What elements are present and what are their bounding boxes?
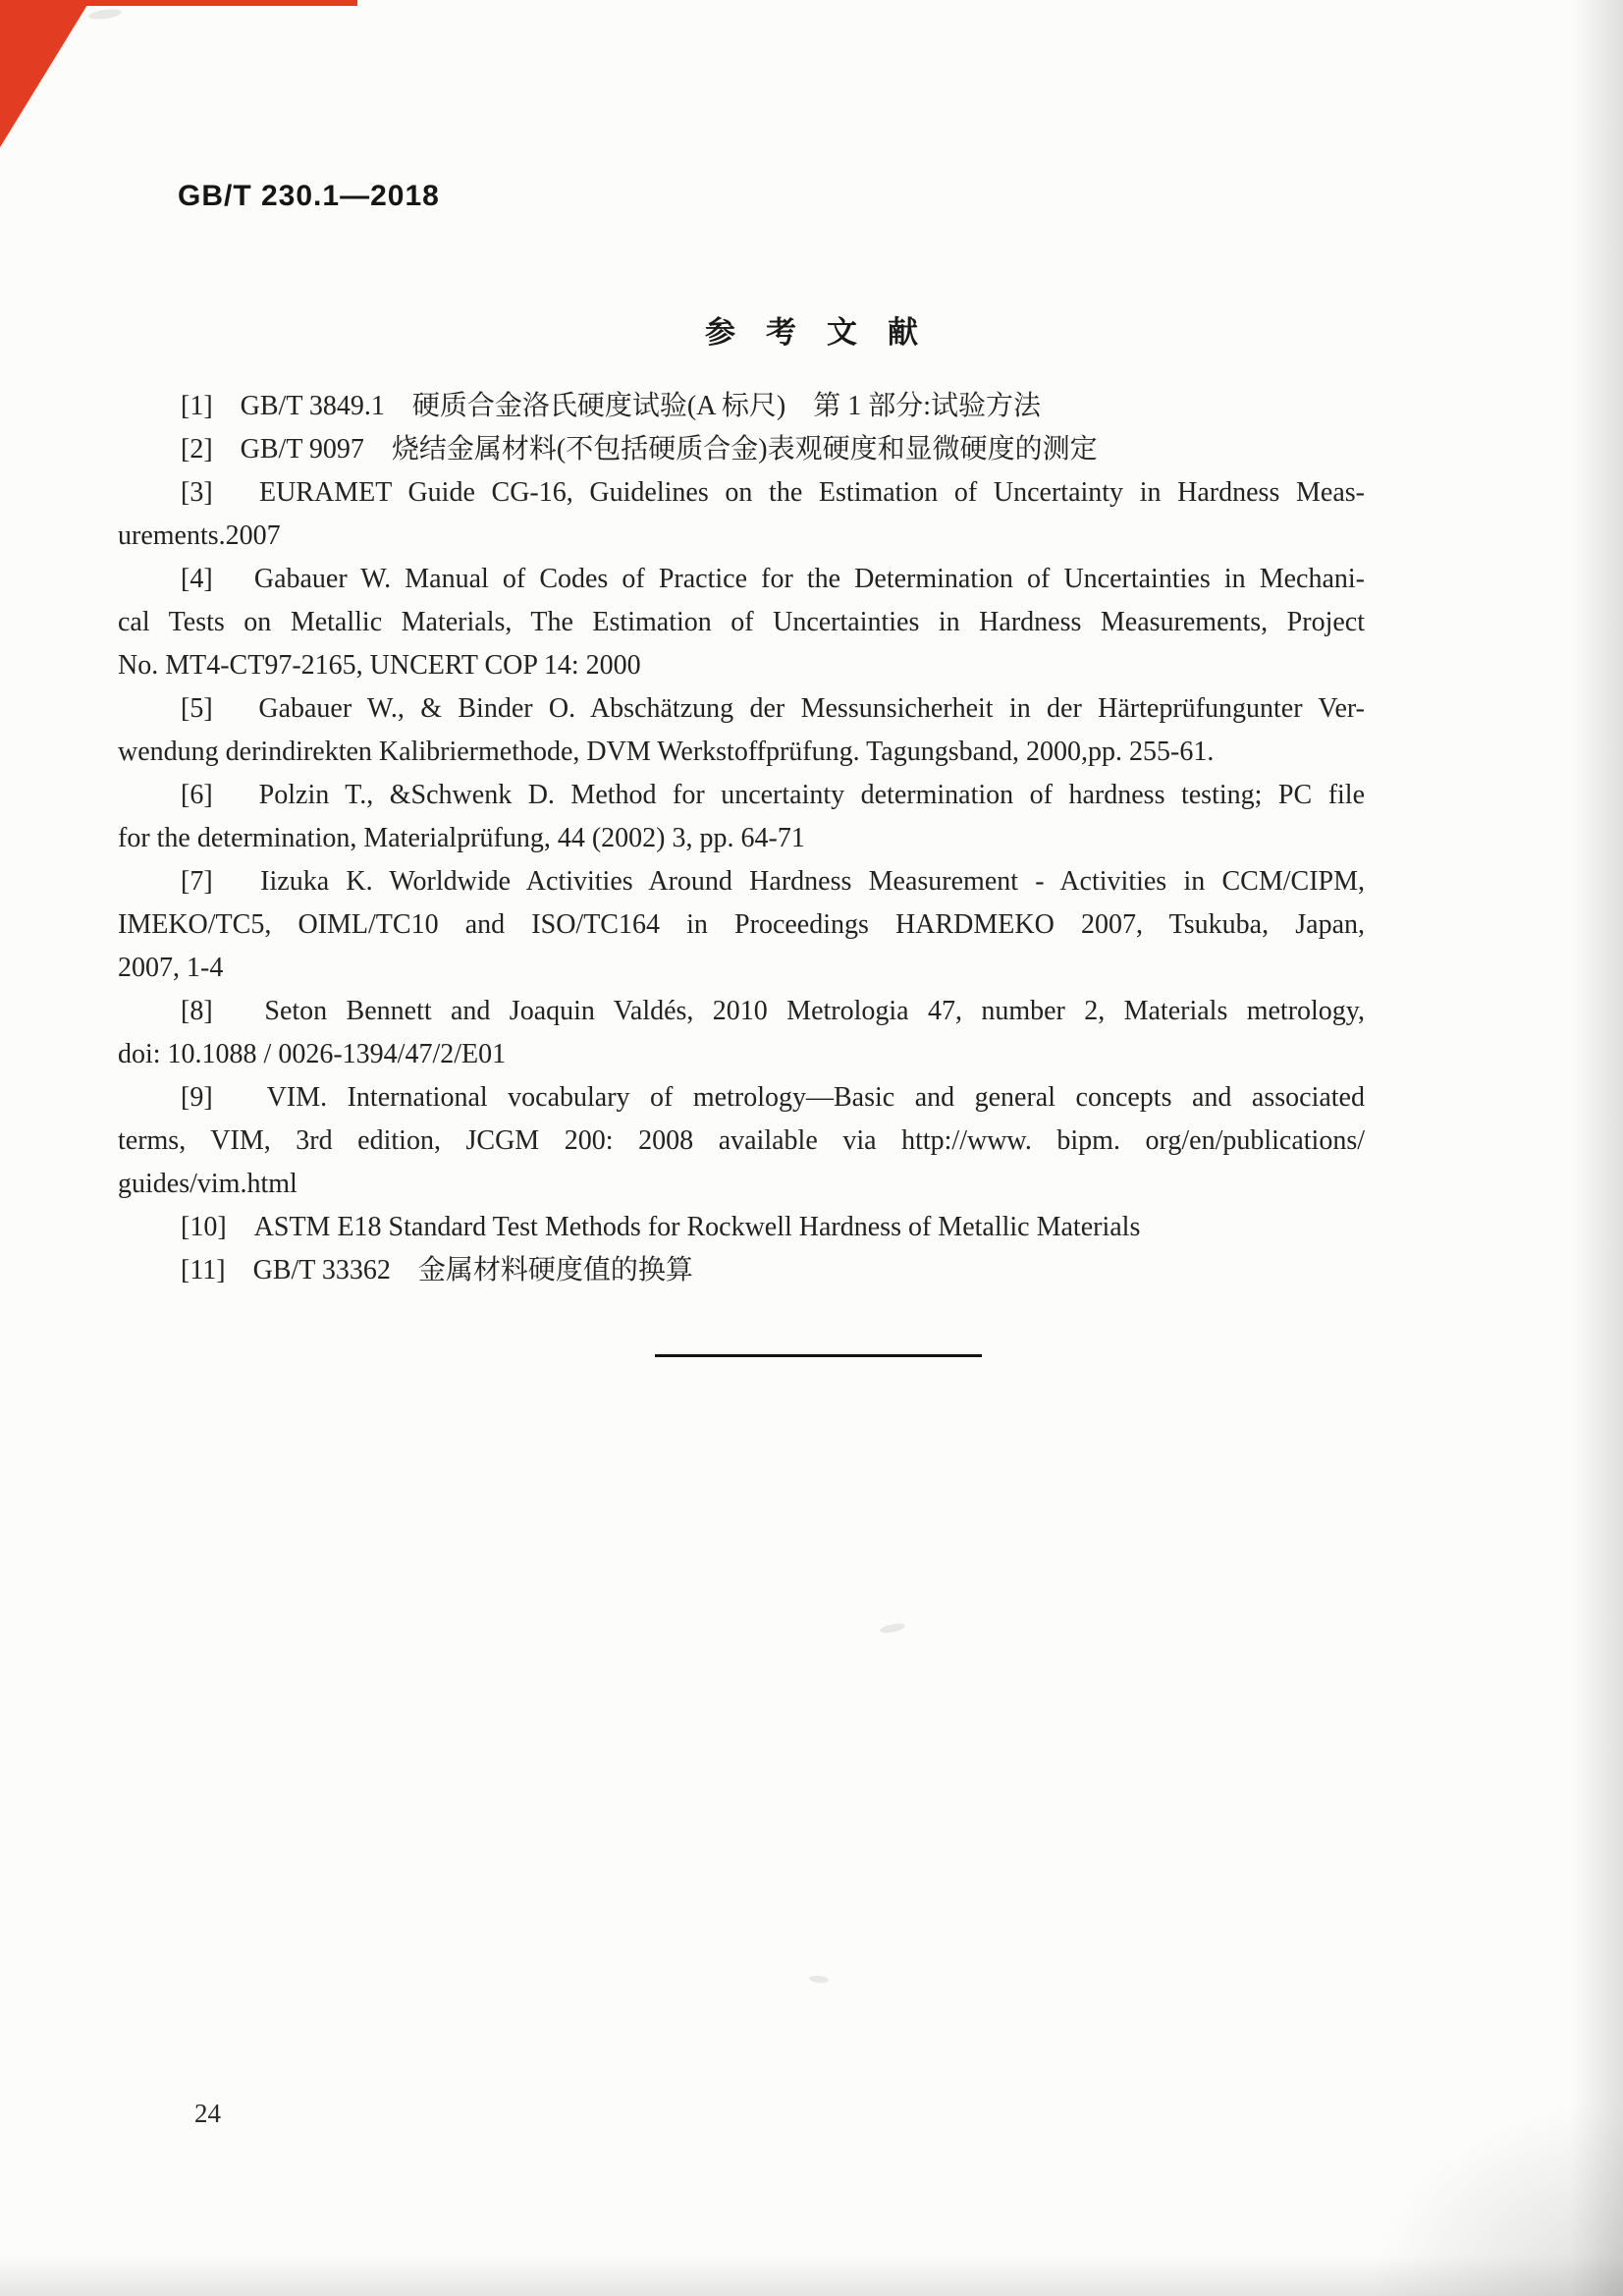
scan-smudge	[88, 8, 123, 22]
reference-line: [11] GB/T 33362 金属材料硬度值的换算	[181, 1255, 693, 1285]
reference-line: wendung derindirekten Kalibriermethode, DVM Werkstoffprüfung. Tagungsband, 2000,pp. 255-61.	[118, 737, 1215, 767]
reference-line: [9] VIM. International vocabulary of metrology—Basic and general concepts and associated	[181, 1082, 1365, 1113]
reference-line: [7] Iizuka K. Worldwide Activities Around Hardness Measurement - Activities in CCM/CIPM,	[181, 866, 1365, 897]
reference-line: [3] EURAMET Guide CG-16, Guidelines on the Estimation of Uncertainty in Hardness Meas-	[181, 477, 1365, 508]
reference-line: [8] Seton Bennett and Joaquin Valdés, 2010 Metrologia 47, number 2, Materials metrology,	[181, 996, 1365, 1026]
page-title: 参 考 文 献	[705, 315, 918, 350]
standard-number-header: GB/T 230.1—2018	[178, 180, 440, 212]
reference-item	[118, 1076, 1365, 1206]
reference-item	[118, 687, 1365, 774]
reference-item	[118, 1249, 1365, 1292]
scan-corner-shadow	[1368, 2100, 1623, 2296]
scan-red-corner-artifact	[0, 0, 90, 147]
reference-item	[118, 558, 1365, 687]
reference-line: terms, VIM, 3rd edition, JCGM 200: 2008 available via http://www. bipm. org/en/publications/	[118, 1125, 1365, 1156]
scan-edge-shadow-right	[1570, 0, 1623, 2296]
reference-line: doi: 10.1088 / 0026-1394/47/2/E01	[118, 1039, 507, 1069]
reference-line: urements.2007	[118, 520, 281, 551]
reference-line: [10] ASTM E18 Standard Test Methods for Rockwell Hardness of Metallic Materials	[181, 1212, 1141, 1242]
reference-item	[118, 860, 1365, 990]
reference-item	[118, 1206, 1365, 1249]
scan-red-edge-artifact	[0, 0, 357, 6]
reference-line: cal Tests on Metallic Materials, The Estimation of Uncertainties in Hardness Measurements, Project	[118, 607, 1365, 637]
reference-line: [5] Gabauer W., & Binder O. Abschätzung der Messunsicherheit in der Härteprüfungunter Ver-	[181, 693, 1365, 724]
reference-item	[118, 428, 1365, 471]
reference-line: guides/vim.html	[118, 1169, 298, 1199]
reference-item	[118, 774, 1365, 860]
page-number: 24	[194, 2099, 221, 2128]
reference-item	[118, 385, 1365, 428]
reference-line: for the determination, Materialprüfung, 44 (2002) 3, pp. 64-71	[118, 823, 805, 853]
scan-smudge	[879, 1621, 905, 1634]
reference-line: [6] Polzin T., &Schwenk D. Method for uncertainty determination of hardness testing; PC file	[181, 780, 1365, 810]
reference-line: 2007, 1-4	[118, 953, 224, 983]
reference-item	[118, 990, 1365, 1076]
end-of-document-rule	[655, 1354, 982, 1357]
scan-smudge	[809, 1975, 830, 1984]
reference-line: [4] Gabauer W. Manual of Codes of Practice for the Determination of Uncertainties in Mechani-	[181, 564, 1365, 594]
reference-line: [2] GB/T 9097 烧结金属材料(不包括硬质合金)表观硬度和显微硬度的测定	[181, 434, 1098, 465]
reference-line: No. MT4-CT97-2165, UNCERT COP 14: 2000	[118, 650, 641, 681]
references-list	[118, 385, 1365, 1292]
reference-line: IMEKO/TC5, OIML/TC10 and ISO/TC164 in Proceedings HARDMEKO 2007, Tsukuba, Japan,	[118, 909, 1365, 940]
reference-line: [1] GB/T 3849.1 硬质合金洛氏硬度试验(A 标尺) 第 1 部分:试验方法	[181, 391, 1042, 421]
reference-item	[118, 471, 1365, 558]
